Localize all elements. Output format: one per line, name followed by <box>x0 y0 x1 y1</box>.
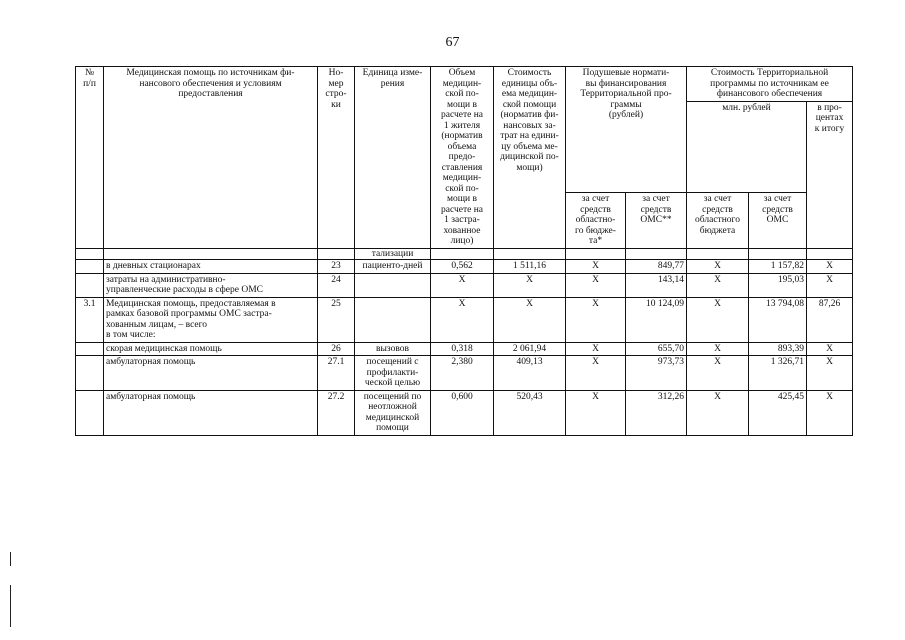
page-number: 67 <box>445 35 460 50</box>
cell-no <box>76 273 104 297</box>
cell-unit: пациенто-дней <box>355 260 431 274</box>
cell-line: 26 <box>318 342 355 356</box>
cont-empty <box>431 248 494 260</box>
cell-unit: вызовов <box>355 342 431 356</box>
cell-pc-oms: 849,77 <box>626 260 687 274</box>
header-col-pc-oms: за счет средств ОМС** <box>626 193 687 249</box>
cont-empty <box>687 248 749 260</box>
cell-cost: X <box>494 273 566 297</box>
table-body <box>76 67 853 436</box>
cell-pc-budget: X <box>566 356 626 391</box>
financing-table <box>75 66 853 436</box>
cell-unit: посещений по неотложной медицинской помощи <box>355 390 431 435</box>
cell-volume: 0,600 <box>431 390 494 435</box>
cell-name: скорая медицинская помощь <box>104 342 318 356</box>
cell-percent: X <box>807 342 853 356</box>
table-row <box>76 342 853 356</box>
cont-unit-text: тализации <box>355 248 431 260</box>
cell-pc-budget: X <box>566 342 626 356</box>
header-col-t-budget: за счет средств областного бюджета <box>687 193 749 249</box>
header-col-no: № п/п <box>76 67 104 249</box>
cell-t-budget: X <box>687 390 749 435</box>
cell-t-oms: 893,39 <box>749 342 807 356</box>
header-row-1 <box>76 67 853 102</box>
header-col-cost: Стоимость единицы объ- ема медицин- ской помощи (норматив фи- нансовых за- трат на едини- цу объема ме- дицинской по- мощи) <box>494 67 566 249</box>
cell-line: 24 <box>318 273 355 297</box>
cell-pc-oms: 973,73 <box>626 356 687 391</box>
cell-no: 3.1 <box>76 297 104 342</box>
cell-cost: 2 061,94 <box>494 342 566 356</box>
cell-pc-oms: 143,14 <box>626 273 687 297</box>
cell-name: Медицинская помощь, предоставляемая в рамках базовой программы ОМС застра- хованным лицам, – всего в том числе: <box>104 297 318 342</box>
header-col-care: Медицинская помощь по источникам фи- нансового обеспечения и условиям предоставления <box>104 67 318 249</box>
cell-t-oms: 425,45 <box>749 390 807 435</box>
cell-percent: X <box>807 260 853 274</box>
margin-mark <box>10 585 11 627</box>
cell-volume: 0,318 <box>431 342 494 356</box>
cell-t-budget: X <box>687 273 749 297</box>
cell-line: 27.1 <box>318 356 355 391</box>
table-row <box>76 297 853 342</box>
cell-volume: X <box>431 297 494 342</box>
cell-pc-oms: 655,70 <box>626 342 687 356</box>
cell-t-budget: X <box>687 260 749 274</box>
header-col-t-oms: за счет средств ОМС <box>749 193 807 249</box>
cell-pc-budget: X <box>566 390 626 435</box>
cell-percent: X <box>807 356 853 391</box>
header-col-unit: Единица изме- рения <box>355 67 431 249</box>
cell-line: 23 <box>318 260 355 274</box>
cont-empty <box>566 248 626 260</box>
cont-empty <box>749 248 807 260</box>
cell-no <box>76 260 104 274</box>
cell-no <box>76 356 104 391</box>
cell-unit <box>355 297 431 342</box>
cell-unit <box>355 273 431 297</box>
cell-pc-oms: 10 124,09 <box>626 297 687 342</box>
cell-cost: 409,13 <box>494 356 566 391</box>
cell-t-budget: X <box>687 342 749 356</box>
cell-volume: 0,562 <box>431 260 494 274</box>
table-row <box>76 260 853 274</box>
table-row <box>76 356 853 391</box>
cell-pc-budget: X <box>566 273 626 297</box>
cell-name: затраты на административно- управленческие расходы в сфере ОМС <box>104 273 318 297</box>
cell-percent: 87,26 <box>807 297 853 342</box>
table-row <box>76 273 853 297</box>
cell-pc-budget: X <box>566 297 626 342</box>
table-row <box>76 390 853 435</box>
cell-no <box>76 390 104 435</box>
header-col-percent: в про- центах к итогу <box>807 101 853 248</box>
header-col-volume: Объем медицин- ской по- мощи в расчете на 1 жителя (норматив объема предо- ставления медицин- ской по- мощи в расчете на 1 застра- хованное лицо) <box>431 67 494 249</box>
cell-pc-budget: X <box>566 260 626 274</box>
cont-empty <box>807 248 853 260</box>
margin-mark <box>10 552 11 566</box>
cell-percent: X <box>807 273 853 297</box>
header-col-line: Но- мер стро- ки <box>318 67 355 249</box>
header-col-pc-budget: за счет средств областно- го бюдже- та* <box>566 193 626 249</box>
header-col-total: Стоимость Территориальной программы по источникам ее финансового обеспечения <box>687 67 853 102</box>
cell-t-oms: 1 326,71 <box>749 356 807 391</box>
cont-empty <box>494 248 566 260</box>
cont-empty <box>318 248 355 260</box>
cell-name: амбулаторная помощь <box>104 390 318 435</box>
continuation-row <box>76 248 853 260</box>
header-col-mln: млн. рублей <box>687 101 807 193</box>
cell-cost: X <box>494 297 566 342</box>
cell-name: амбулаторная помощь <box>104 356 318 391</box>
cell-volume: 2,380 <box>431 356 494 391</box>
cell-t-budget: X <box>687 356 749 391</box>
cell-cost: 520,43 <box>494 390 566 435</box>
cell-volume: X <box>431 273 494 297</box>
cell-t-oms: 195,03 <box>749 273 807 297</box>
cont-empty <box>104 248 318 260</box>
cell-t-budget: X <box>687 297 749 342</box>
cell-t-oms: 13 794,08 <box>749 297 807 342</box>
cell-name: в дневных стационарах <box>104 260 318 274</box>
cell-unit: посещений с профилакти- ческой целью <box>355 356 431 391</box>
header-col-percapita: Подушевые нормати- вы финансирования Территориальной про- граммы (рублей) <box>566 67 687 193</box>
cont-empty <box>626 248 687 260</box>
cell-pc-oms: 312,26 <box>626 390 687 435</box>
cont-empty <box>76 248 104 260</box>
cell-line: 27.2 <box>318 390 355 435</box>
cell-percent: X <box>807 390 853 435</box>
cell-line: 25 <box>318 297 355 342</box>
cell-t-oms: 1 157,82 <box>749 260 807 274</box>
cell-no <box>76 342 104 356</box>
cell-cost: 1 511,16 <box>494 260 566 274</box>
